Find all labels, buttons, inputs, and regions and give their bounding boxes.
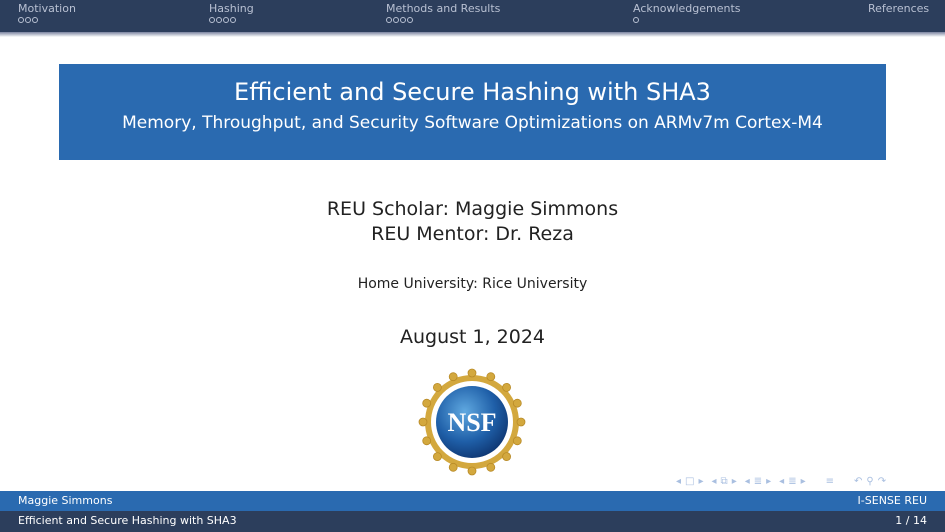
scholar-name: REU Scholar: Maggie Simmons (326, 198, 619, 220)
footer-author: Maggie Simmons (18, 494, 113, 507)
nav-section-label[interactable]: Hashing (209, 2, 254, 15)
nav-section-acknowledgements[interactable] (633, 2, 741, 23)
footer-title: Efficient and Secure Hashing with SHA3 (18, 514, 237, 527)
redo-icon[interactable]: ↷ (877, 475, 887, 487)
subsection-icon[interactable]: ≣ (753, 475, 763, 487)
nav-slide-dots (18, 15, 76, 23)
prev-frame-arrow-icon[interactable]: ◂ (711, 475, 717, 487)
mentor-name: REU Mentor: Dr. Reza (371, 223, 574, 245)
search-icon[interactable]: ⚲ (866, 475, 874, 487)
nav-bar-shadow (0, 32, 945, 37)
beamer-navigation-symbols (676, 474, 886, 488)
presentation-date: August 1, 2024 (399, 326, 546, 348)
slide-dot[interactable] (223, 17, 229, 23)
nsf-logo (418, 368, 526, 476)
next-slide-arrow-icon[interactable]: ▸ (698, 475, 704, 487)
nav-section-label[interactable]: Acknowledgements (633, 2, 741, 15)
nav-section-methods-and-results[interactable] (386, 2, 500, 23)
slide-dot[interactable] (400, 17, 406, 23)
title-block (59, 64, 886, 160)
section-icon[interactable]: ≣ (788, 475, 797, 487)
footer-institute: I-SENSE REU (857, 494, 927, 507)
institute: Home University: Rice University (357, 276, 588, 292)
presentation-subtitle: Memory, Throughput, and Security Software Optimizations on ARMv7m Cortex-M4 (122, 113, 823, 133)
slide-dot[interactable] (230, 17, 236, 23)
slide-icon[interactable]: □ (685, 475, 695, 487)
slide-dot[interactable] (18, 17, 24, 23)
nav-section-references[interactable] (868, 2, 929, 15)
presentation-title: Efficient and Secure Hashing with SHA3 (234, 78, 711, 106)
slide-dot[interactable] (32, 17, 38, 23)
nav-slide-dots (633, 15, 741, 23)
slide-dot[interactable] (407, 17, 413, 23)
section-navigation-bar (0, 0, 945, 32)
next-section-arrow-icon[interactable]: ▸ (800, 475, 806, 487)
slide-dot[interactable] (386, 17, 392, 23)
slide-dot[interactable] (25, 17, 31, 23)
slide-dot[interactable] (633, 17, 639, 23)
document-icon[interactable]: ≡ (825, 475, 835, 487)
svg-text:NSF: NSF (447, 408, 497, 437)
next-subsection-arrow-icon[interactable]: ▸ (766, 475, 772, 487)
prev-section-arrow-icon[interactable]: ◂ (779, 475, 785, 487)
slide-dot[interactable] (393, 17, 399, 23)
prev-slide-arrow-icon[interactable]: ◂ (676, 475, 682, 487)
next-frame-arrow-icon[interactable]: ▸ (731, 475, 737, 487)
footer-author-bar (0, 491, 945, 511)
page-number: 1 / 14 (895, 514, 927, 527)
nav-section-label[interactable]: Methods and Results (386, 2, 501, 15)
slide-dot[interactable] (209, 17, 215, 23)
slide-dot[interactable] (216, 17, 222, 23)
nav-section-label[interactable]: References (868, 2, 930, 15)
nav-section-hashing[interactable] (209, 2, 254, 23)
frame-icon[interactable]: ⧉ (720, 475, 728, 487)
nav-section-motivation[interactable] (18, 2, 76, 23)
author-block (0, 197, 945, 247)
nav-section-label[interactable]: Motivation (18, 2, 76, 15)
footer-title-bar (0, 511, 945, 532)
undo-icon[interactable]: ↶ (854, 475, 863, 487)
nav-slide-dots (386, 15, 500, 23)
prev-subsection-arrow-icon[interactable]: ◂ (744, 475, 750, 487)
nav-slide-dots (209, 15, 254, 23)
